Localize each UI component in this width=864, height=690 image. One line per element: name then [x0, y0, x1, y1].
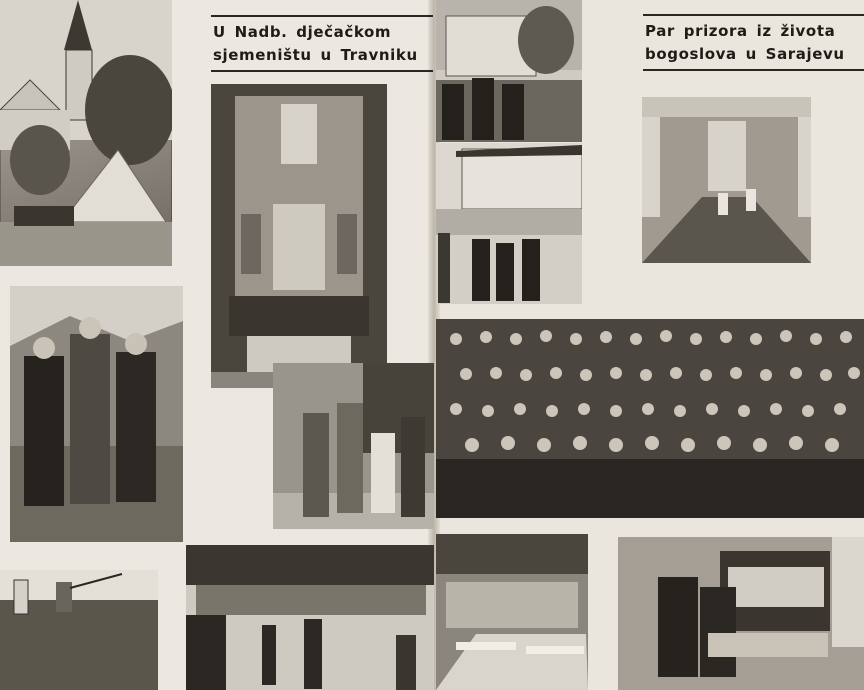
- photo-building-and-priests: [436, 143, 582, 304]
- photo-priests-by-building: [436, 0, 582, 142]
- left-caption-line1: U Nadb. dječačkom: [213, 23, 392, 41]
- right-caption: [645, 20, 864, 66]
- left-caption: [213, 21, 433, 67]
- photo-church-and-tent: [0, 0, 172, 266]
- right-caption-line1: Par prizora iz života: [645, 22, 836, 40]
- photo-study-room: [618, 537, 864, 690]
- photo-three-men-in-hats: [10, 286, 183, 542]
- right-caption-top-rule: [643, 14, 864, 16]
- photo-hunters-in-field: [0, 570, 158, 690]
- photo-dining-hall: [436, 534, 588, 690]
- right-caption-line2: bogoslova u Sarajevu: [645, 45, 845, 63]
- right-caption-bottom-rule: [643, 69, 864, 71]
- photo-church-altar: [211, 84, 387, 388]
- left-caption-top-rule: [211, 15, 433, 17]
- left-caption-bottom-rule: [211, 70, 433, 72]
- photo-schoolyard-crowd: [186, 545, 434, 690]
- photo-chapel-interior: [642, 97, 811, 263]
- left-caption-line2: sjemeništu u Travniku: [213, 46, 418, 64]
- photo-boys-with-instruments: [273, 363, 434, 529]
- photo-group-of-seminarians: [436, 319, 864, 518]
